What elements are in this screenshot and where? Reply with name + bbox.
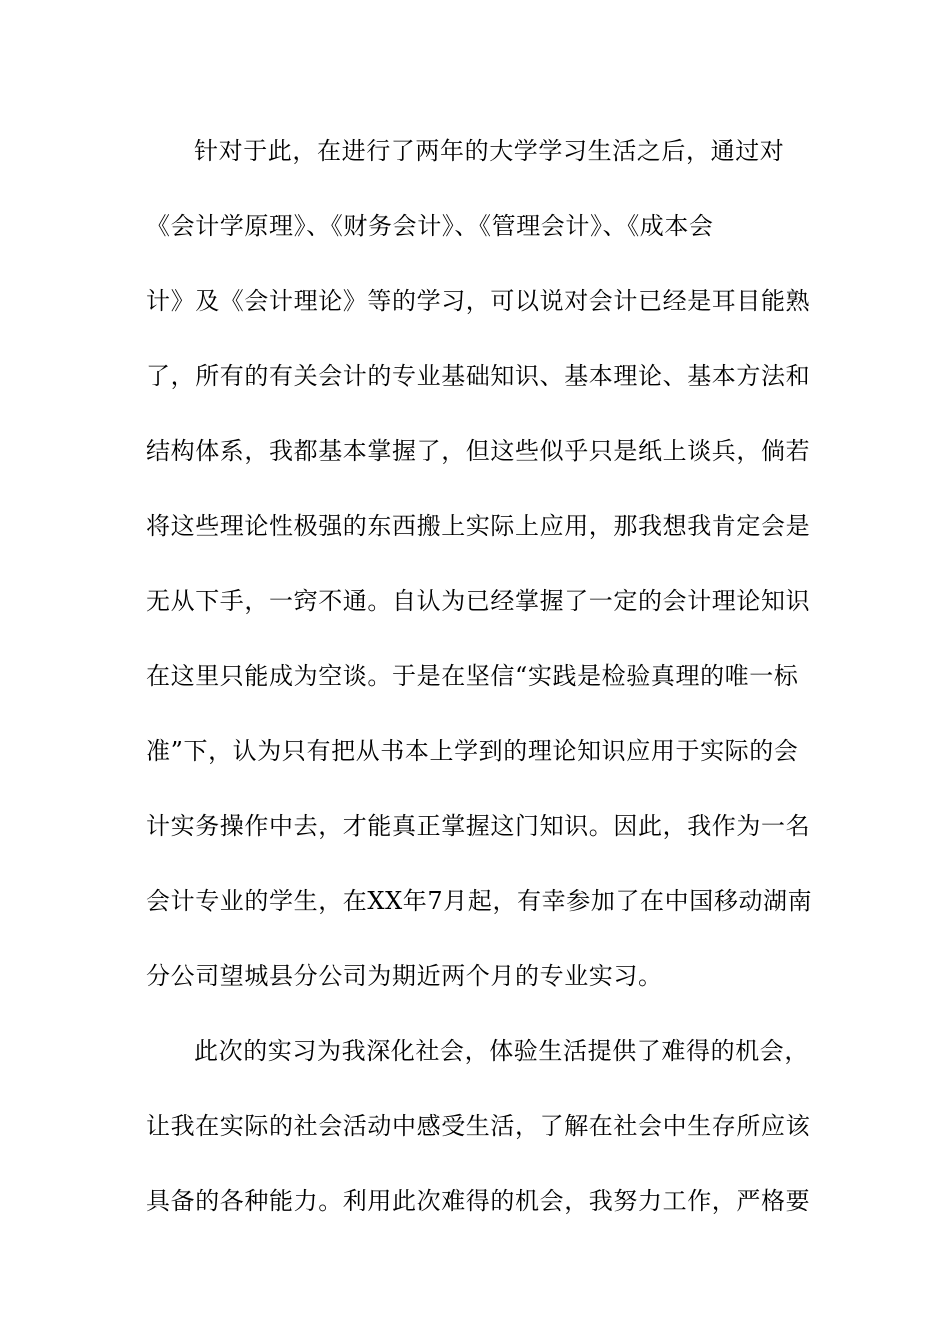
text-line: 计实务操作中去，才能真正掌握这门知识。因此，我作为一名 [146, 812, 811, 840]
text-line: 针对于此，在进行了两年的大学学习生活之后，通过对 [194, 137, 785, 165]
text-line: 了，所有的有关会计的专业基础知识、基本理论、基本方法和 [146, 362, 811, 390]
text-line: 将这些理论性极强的东西搬上实际上应用，那我想我肯定会是 [146, 512, 811, 540]
text-line: 《会计学原理》、《财务会计》、《管理会计》、《成本会 [146, 212, 714, 240]
text-line: 分公司望城县分公司为期近两个月的专业实习。 [146, 962, 663, 990]
text-line: 此次的实习为我深化社会，体验生活提供了难得的机会， [194, 1037, 809, 1065]
text-line: 准”下，认为只有把从书本上学到的理论知识应用于实际的会 [146, 737, 799, 765]
paragraph-1 [146, 130, 813, 1030]
text-line: 会计专业的学生，在XX年7月起，有幸参加了在中国移动湖南 [146, 887, 813, 915]
text-line: 计》及《会计理论》等的学习，可以说对会计已经是耳目能熟 [146, 287, 811, 315]
document-body [146, 130, 813, 1255]
text-line: 无从下手，一窍不通。自认为已经掌握了一定的会计理论知识 [146, 587, 811, 615]
text-line: 让我在实际的社会活动中感受生活，了解在社会中生存所应该 [146, 1112, 811, 1140]
text-line: 具备的各种能力。利用此次难得的机会，我努力工作，严格要 [146, 1187, 811, 1215]
paragraph-2 [146, 1030, 811, 1255]
text-line: 结构体系，我都基本掌握了，但这些似乎只是纸上谈兵，倘若 [146, 437, 811, 465]
text-line: 在这里只能成为空谈。于是在坚信“实践是检验真理的唯一标 [146, 662, 799, 690]
